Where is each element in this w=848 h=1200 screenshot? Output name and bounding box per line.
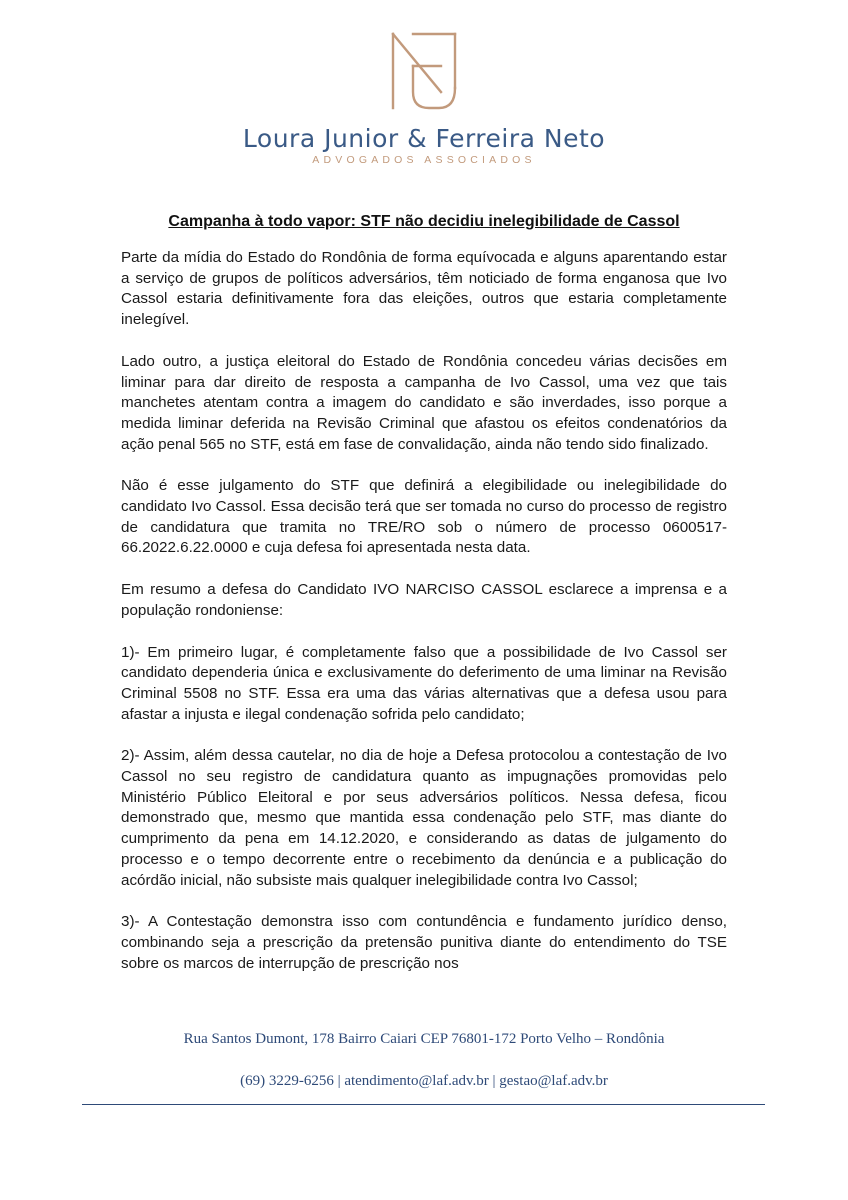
letterhead-logo (0, 30, 848, 112)
footer-divider (82, 1104, 765, 1105)
paragraph: Parte da mídia do Estado do Rondônia de forma equívocada e alguns aparentando estar a serviço de grupos de políticos adversários, têm noticiado de forma enganosa que Ivo Cassol estaria definitivamente fora das eleições, outros que estaria completamente inelegível. (121, 249, 727, 329)
document-body (121, 248, 727, 995)
lf-monogram-icon (379, 30, 469, 112)
paragraph: Lado outro, a justiça eleitoral do Estado de Rondônia concedeu várias decisões em liminar para dar direito de resposta a campanha de Ivo Cassol, uma vez que tais manchetes atentam contra a imagem do candidato e são inverdades, isso porque a medida liminar deferida na Revisão Criminal que afastou os efeitos condenatórios da ação penal 565 no STF, está em fase de convalidação, ainda não tendo sido finalizado. (121, 352, 727, 453)
document-title: Campanha à todo vapor: STF não decidiu inelegibilidade de Cassol (168, 213, 680, 230)
firm-subtitle: ADVOGADOS ASSOCIADOS (312, 154, 536, 166)
firm-name: Loura Junior & Ferreira Neto (242, 124, 606, 153)
paragraph: Não é esse julgamento do STF que definirá a elegibilidade ou inelegibilidade do candidato Ivo Cassol. Essa decisão terá que ser tomada no curso do processo de registro de candidatura que tramita no TRE/RO sob o número de processo 0600517-66.2022.6.22.0000 e cuja defesa foi apresentada nesta data. (121, 477, 727, 557)
paragraph: Em resumo a defesa do Candidato IVO NARCISO CASSOL esclarece a imprensa e a população rondoniense: (121, 581, 727, 619)
paragraph: 3)- A Contestação demonstra isso com contundência e fundamento jurídico denso, combinando seja a prescrição da pretensão punitiva diante do entendimento do TSE sobre os marcos de interrupção de prescrição nos (121, 913, 727, 972)
paragraph: 1)- Em primeiro lugar, é completamente falso que a possibilidade de Ivo Cassol ser candidato dependeria única e exclusivamente do deferimento de uma liminar na Revisão Criminal 5508 no STF. Essa era uma das várias alternativas que a defesa usou para afastar a injusta e ilegal condenação sofrida pelo candidato; (121, 643, 727, 723)
paragraph: 2)- Assim, além dessa cautelar, no dia de hoje a Defesa protocolou a contestação de Ivo Cassol no seu registro de candidatura quanto as impugnações promovidas pelo Ministério Público Eleitoral e por seus adversários políticos. Nessa defesa, ficou demonstrado que, mesmo que mantida essa condenação pelo STF, mas diante do cumprimento da pena em 14.12.2020, e considerando as datas de julgamento do processo e o tempo decorrente entre o recebimento da denúncia e a publicação do acórdão inicial, não subsiste mais qualquer inelegibilidade contra Ivo Cassol; (121, 747, 727, 889)
footer-contacts: (69) 3229-6256 | atendimento@laf.adv.br | gestao@laf.adv.br (240, 1073, 608, 1089)
footer-address: Rua Santos Dumont, 178 Bairro Caiari CEP 76801-172 Porto Velho – Rondônia (183, 1031, 665, 1047)
